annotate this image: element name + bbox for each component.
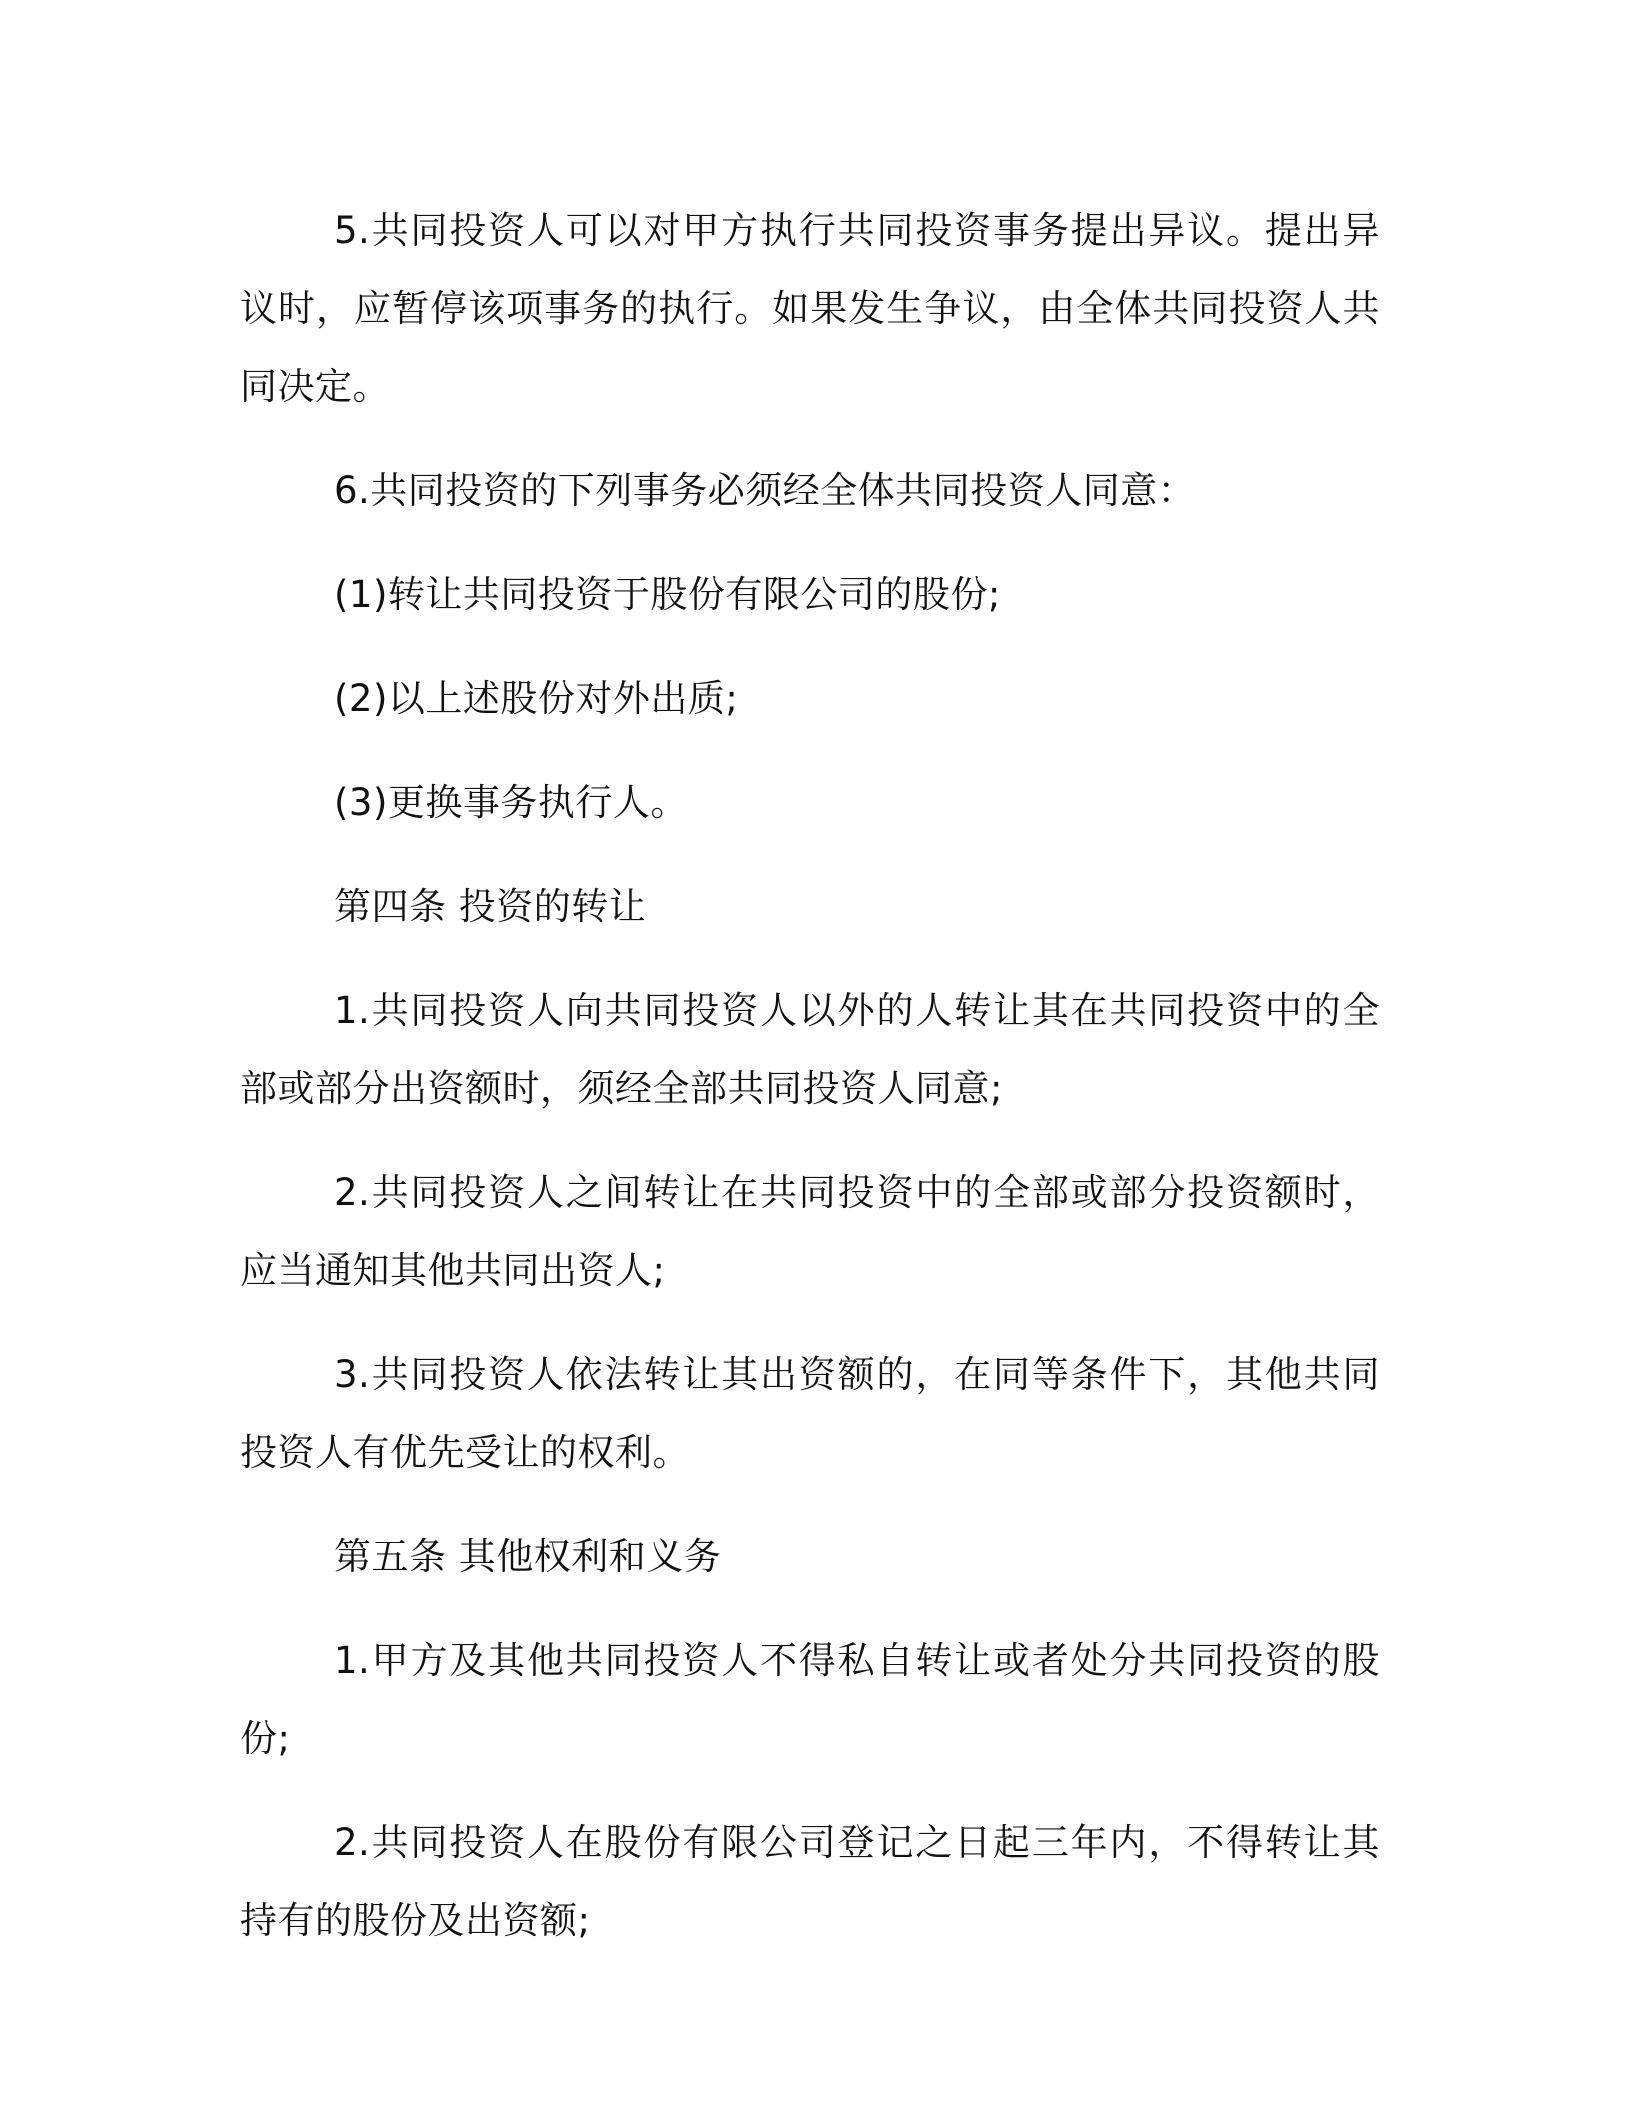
list-item-replace-executor: (3)更换事务执行人。 <box>334 781 688 824</box>
paragraph-preemptive-right: 3.共同投资人依法转让其出资额的，在同等条件下，其他共同投资人有优先受让的权利。 <box>240 1353 1380 1474</box>
paragraph-transfer-outside: 1.共同投资人向共同投资人以外的人转让其在共同投资中的全部或部分出资额时，须经全部共同投资人同意; <box>240 989 1380 1110</box>
paragraph-objection: 5.共同投资人可以对甲方执行共同投资事务提出异议。提出异议时，应暂停该项事务的执行。如果发生争议，由全体共同投资人共同决定。 <box>240 209 1380 408</box>
section-heading-article-4: 第四条 投资的转让 <box>334 885 647 928</box>
section-heading-article-5: 第五条 其他权利和义务 <box>334 1535 722 1578</box>
paragraph-transfer-between: 2.共同投资人之间转让在共同投资中的全部或部分投资额时，应当通知其他共同出资人; <box>240 1171 1380 1292</box>
paragraph-no-private-transfer: 1.甲方及其他共同投资人不得私自转让或者处分共同投资的股份; <box>240 1639 1380 1760</box>
document-body <box>240 192 1380 1986</box>
list-item-pledge-shares: (2)以上述股份对外出质; <box>334 677 739 720</box>
paragraph-three-year-lockup: 2.共同投资人在股份有限公司登记之日起三年内，不得转让其持有的股份及出资额; <box>240 1821 1380 1942</box>
paragraph-unanimous-consent: 6.共同投资的下列事务必须经全体共同投资人同意： <box>334 469 1196 512</box>
list-item-transfer-shares: (1)转让共同投资于股份有限公司的股份; <box>334 573 1001 616</box>
